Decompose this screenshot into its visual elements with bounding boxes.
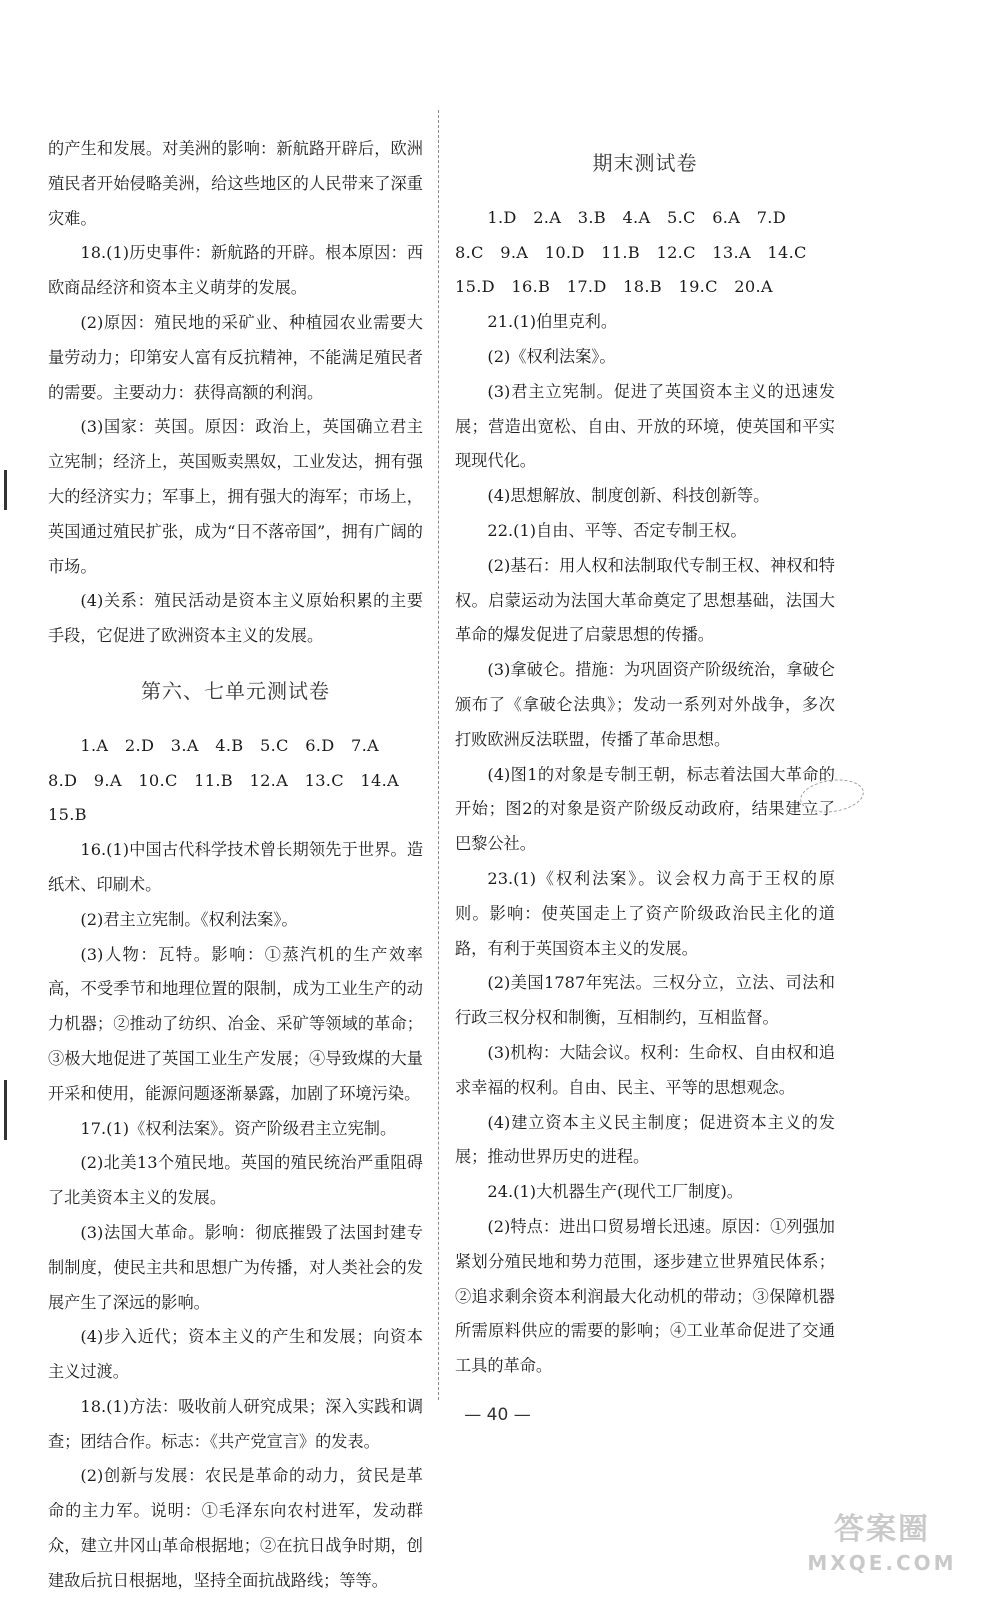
column-divider [438, 110, 439, 1400]
answer-paragraph: (3)拿破仑。措施：为巩固资产阶级统治，拿破仑颁布了《拿破仑法典》；发动一系列对外战争，多次打败欧洲反法联盟，传播了革命思想。 [455, 660, 835, 749]
answer-paragraph: (2)美国1787年宪法。三权分立，立法、司法和行政三权分权和制衡，互相制约，互相监督。 [455, 973, 835, 1028]
answer-paragraph: (4)步入近代；资本主义的产生和发展；向资本主义过渡。 [48, 1327, 423, 1382]
answer-paragraph: (3)国家：英国。原因：政治上，英国确立君主立宪制；经济上，英国贩卖黑奴，工业发达，拥有强大的经济实力；军事上，拥有强大的海军；市场上，英国通过殖民扩张，成为“日不落帝国”，拥有广阔的市场。 [48, 417, 423, 576]
left-column [48, 132, 423, 1599]
margin-mark [4, 1080, 7, 1140]
answer-paragraph: (2)原因：殖民地的采矿业、种植园农业需要大量劳动力；印第安人富有反抗精神，不能满足殖民者的需要。主要动力：获得高额的利润。 [48, 312, 423, 402]
margin-mark [4, 470, 7, 510]
answer-paragraph: (2)君主立宪制。《权利法案》。 [80, 909, 298, 929]
answer-paragraph: (4)建立资本主义民主制度；促进资本主义的发展；推动世界历史的进程。 [455, 1112, 835, 1167]
page-number: — 40 — [464, 1405, 531, 1425]
answer-paragraph: 23.(1)《权利法案》。议会权力高于王权的原则。影响：使英国走上了资产阶级政治民主化的道路，有利于英国资本主义的发展。 [455, 868, 835, 958]
answer-paragraph: (3)君主立宪制。促进了英国资本主义的迅速发展；营造出宽松、自由、开放的环境，使英国和平实现现代化。 [455, 381, 835, 471]
answer-paragraph: (2)《权利法案》。 [487, 346, 616, 366]
answer-paragraph: 16.(1)中国古代科学技术曾长期领先于世界。造纸术、印刷术。 [48, 840, 423, 894]
answer-paragraph: (2)北美13个殖民地。英国的殖民统治严重阻碍了北美资本主义的发展。 [48, 1153, 423, 1208]
mc-answers-line: 15.B [48, 805, 87, 825]
answer-paragraph: 18.(1)方法：吸收前人研究成果；深入实践和调查；团结合作。标志：《共产党宣言》的发表。 [48, 1396, 423, 1451]
mc-answers-line: 8.D 9.A 10.C 11.B 12.A 13.C 14.A [48, 770, 400, 790]
mc-answers-line: 8.C 9.A 10.D 11.B 12.C 13.A 14.C [455, 242, 807, 262]
answer-paragraph: 17.(1)《权利法案》。资产阶级君主立宪制。 [80, 1118, 397, 1138]
intro-paragraph: 的产生和发展。对美洲的影响：新航路开辟后，欧洲殖民者开始侵略美洲，给这些地区的人民带来了深重灾难。 [48, 139, 423, 228]
answer-paragraph: (2)特点：进出口贸易增长迅速。原因：①列强加紧划分殖民地和势力范围，逐步建立世界殖民体系；②追求剩余资本利润最大化动机的带动；③保障机器所需原料供应的需要的影响；④工业革命促进了交通工具的革命。 [455, 1216, 835, 1376]
answer-paragraph: (3)法国大革命。影响：彻底摧毁了法国封建专制制度，使民主共和思想广为传播，对人类社会的发展产生了深远的影响。 [48, 1222, 423, 1312]
answer-paragraph: (2)基石：用人权和法制取代专制王权、神权和特权。启蒙运动为法国大革命奠定了思想基础，法国大革命的爆发促进了启蒙思想的传播。 [455, 555, 835, 645]
answer-paragraph: 18.(1)历史事件：新航路的开辟。根本原因：西欧商品经济和资本主义萌芽的发展。 [48, 243, 423, 298]
watermark-logo-text: 答案圈 [834, 1512, 930, 1547]
answer-paragraph: (4)关系：殖民活动是资本主义原始积累的主要手段，它促进了欧洲资本主义的发展。 [48, 591, 423, 646]
watermark-url: MXQE.COM [807, 1551, 957, 1575]
section-title-final-exam: 期末测试卷 [592, 151, 698, 175]
answer-paragraph: (3)机构：大陆会议。权利：生命权、自由权和追求幸福的权利。自由、民主、平等的思想观念。 [455, 1042, 835, 1097]
mc-answers-line: 1.D 2.A 3.B 4.A 5.C 6.A 7.D [487, 207, 787, 227]
section-title-unit-6-7: 第六、七单元测试卷 [141, 678, 330, 703]
answer-paragraph: (2)创新与发展：农民是革命的动力，贫民是革命的主力军。说明：①毛泽东向农村进军，发动群众，建立井冈山革命根据地；②在抗日战争时期，创建敌后抗日根据地，坚持全面抗战路线；等等。 [48, 1466, 423, 1590]
answer-paragraph: 22.(1)自由、平等、否定专制王权。 [487, 520, 747, 540]
answer-paragraph: (4)思想解放、制度创新、科技创新等。 [487, 486, 770, 506]
site-watermark [797, 1510, 967, 1582]
answer-paragraph: (3)人物：瓦特。影响：①蒸汽机的生产效率高，不受季节和地理位置的限制，成为工业生产的动力机器；②推动了纺织、冶金、采矿等领域的革命；③极大地促进了英国工业生产发展；④导致煤的大量开采和使用，能源问题逐渐暴露，加剧了环境污染。 [48, 944, 423, 1103]
right-column [455, 132, 835, 1384]
answer-paragraph: 21.(1)伯里克利。 [487, 312, 618, 332]
mc-answers-line: 15.D 16.B 17.D 18.B 19.C 20.A [455, 277, 773, 297]
answer-paragraph: (4)图1的对象是专制王朝，标志着法国大革命的开始；图2的对象是资产阶级反动政府，结果建立了巴黎公社。 [455, 764, 835, 854]
mc-answers-line: 1.A 2.D 3.A 4.B 5.C 6.D 7.A [80, 735, 380, 755]
answer-paragraph: 24.(1)大机器生产(现代工厂制度)。 [487, 1182, 743, 1202]
